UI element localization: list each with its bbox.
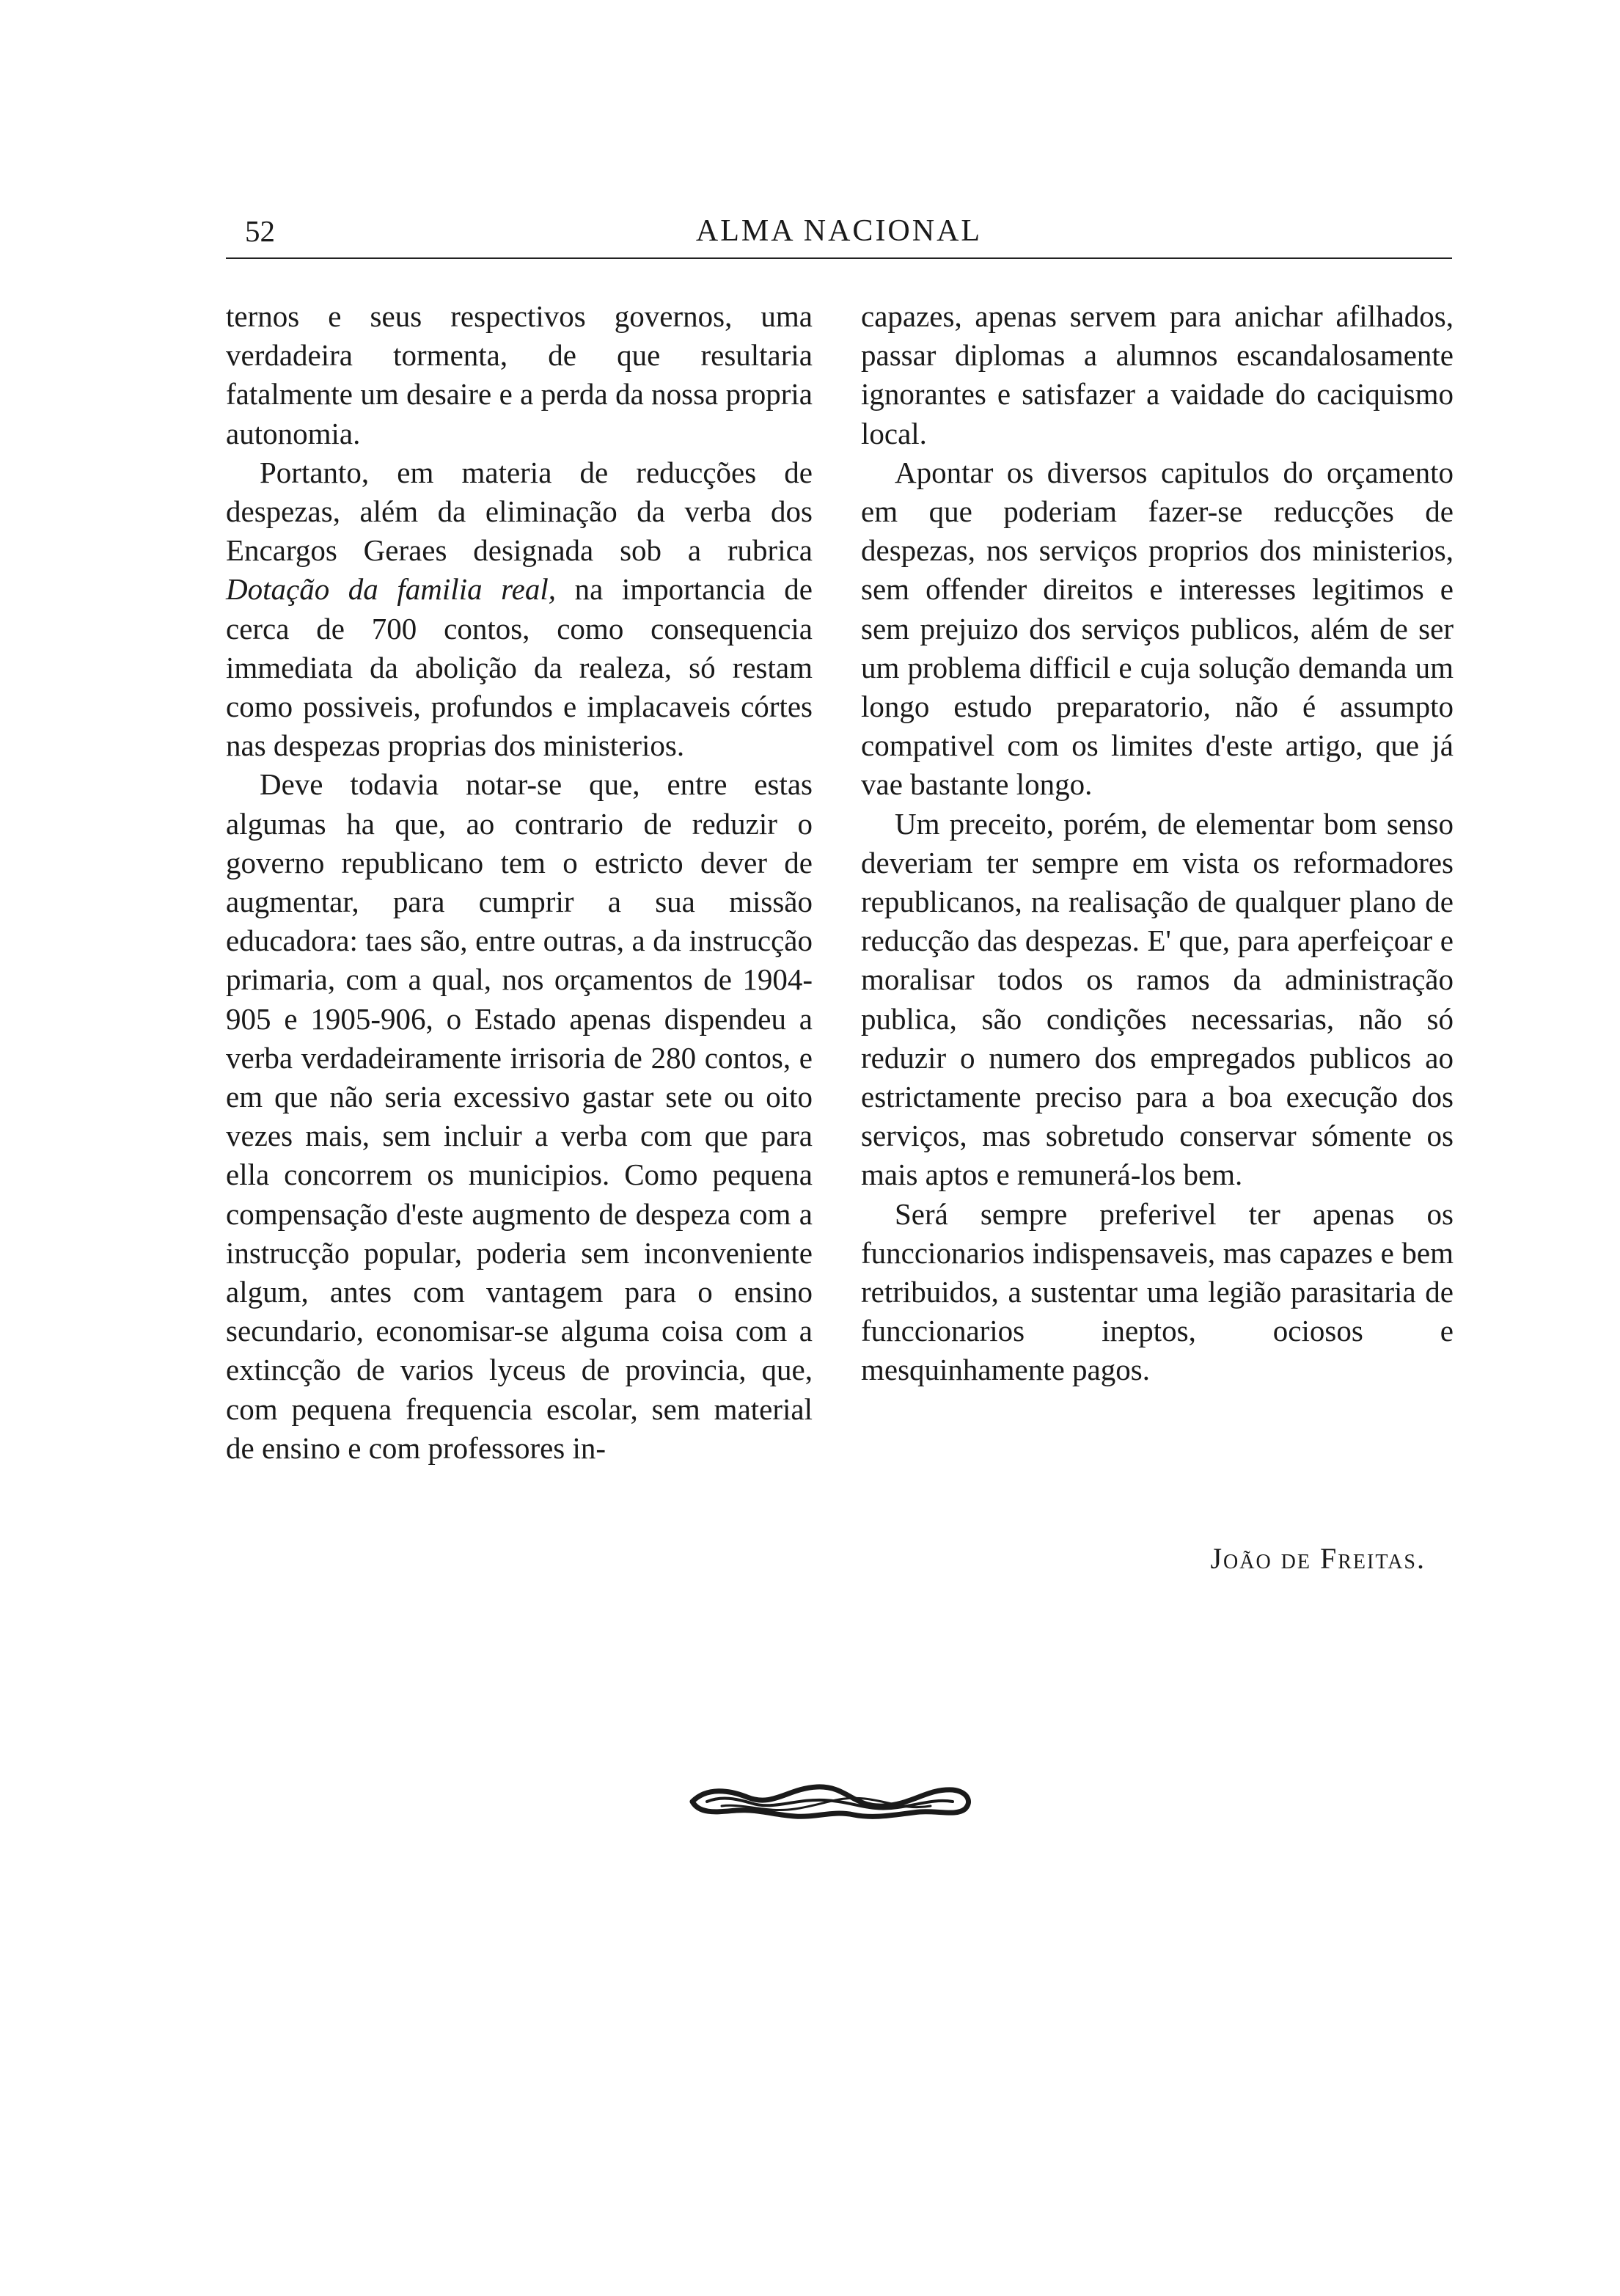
- paragraph: [861, 453, 1454, 805]
- paragraph-text: Um preceito, porém, de elementar bom senso deveriam ter sempre em vista os reformadores republicanos, na realisação de qualquer plano de reducção das despezas. E' que, para aperfeiçoar e moralisar todos os ramos da administração publica, são condições necessarias, não só reduzir o numero dos empregados publicos ao estrictamente preciso para a boa execução dos serviços, mas sobretudo conservar sómente os mais aptos e remunerá-los bem.: [861, 806, 1454, 1192]
- page-number: 52: [245, 214, 275, 248]
- paragraph-text: Portanto, em materia de reducções de despezas, além da eliminação da verba dos Encargos Geraes designada sob a rubrica: [226, 455, 813, 568]
- decorative-scroll-icon: [678, 1774, 986, 1829]
- paragraph-text: Deve todavia notar-se que, entre estas algumas ha que, ao contrario de reduzir o governo republicano tem o estricto dever de augmentar, para cumprir a sua missão educadora: taes são, entre outras, a da instrucção primaria, com a qual, nos orçamentos de 1904-905 e 1905-906, o Estado apenas dispendeu a verba verdadeiramente irrisoria de 280 contos, e em que não seria excessivo gastar sete ou oito vezes mais, sem incluir a verba com que para ella concorrem os municipios. Como pequena compensação d'este augmento de despeza com a instrucção popular, poderia sem inconveniente algum, antes com vantagem para o ensino secundario, economisar-se alguma coisa com a extincção de varios lyceus de provincia, que, com pequena frequencia escolar, sem material de ensino e com professores in-: [226, 767, 813, 1465]
- paragraph: [861, 297, 1454, 453]
- paragraph-text: ternos e seus respectivos governos, uma verdadeira tormenta, de que resultaria fatalmente um desaire e a perda da nossa propria autonomia.: [226, 299, 813, 450]
- right-column: [861, 297, 1454, 1390]
- paragraph-text: Apontar os diversos capitulos do orçamento em que poderiam fazer-se reducções de despezas, nos serviços proprios dos ministerios, sem offender direitos e interesses legitimos e sem prejuizo dos serviços publicos, além de ser um problema difficil e cuja solução demanda um longo estudo preparatorio, não é assumpto compativel com os limites d'este artigo, que já vae bastante longo.: [861, 455, 1454, 802]
- author-signature: João de Freitas.: [1210, 1542, 1426, 1575]
- paragraph: [861, 1195, 1454, 1390]
- header-rule: [226, 257, 1452, 259]
- italic-term: Dotação da familia real,: [226, 572, 556, 607]
- paragraph-text: na importancia de cerca de 700 contos, como consequencia immediata da abolição da realeza, só restam como possiveis, profundos e implacaveis córtes nas despezas proprias dos ministerios.: [226, 572, 813, 763]
- paragraph: [226, 765, 813, 1468]
- paragraph-text: Será sempre preferivel ter apenas os funccionarios indispensaveis, mas capazes e bem retribuidos, a sustentar uma legião parasitaria de funccionarios ineptos, ociosos e mesquinhamente pagos.: [861, 1196, 1454, 1387]
- paragraph: [226, 453, 813, 766]
- paragraph: [226, 297, 813, 453]
- left-column: [226, 297, 813, 1468]
- paragraph-text: capazes, apenas servem para anichar afilhados, passar diplomas a alumnos escandalosamente ignorantes e satisfazer a vaidade do caciquismo local.: [861, 299, 1454, 450]
- running-title: ALMA NACIONAL: [695, 214, 983, 248]
- paragraph: [861, 805, 1454, 1195]
- page-header: [226, 209, 1452, 260]
